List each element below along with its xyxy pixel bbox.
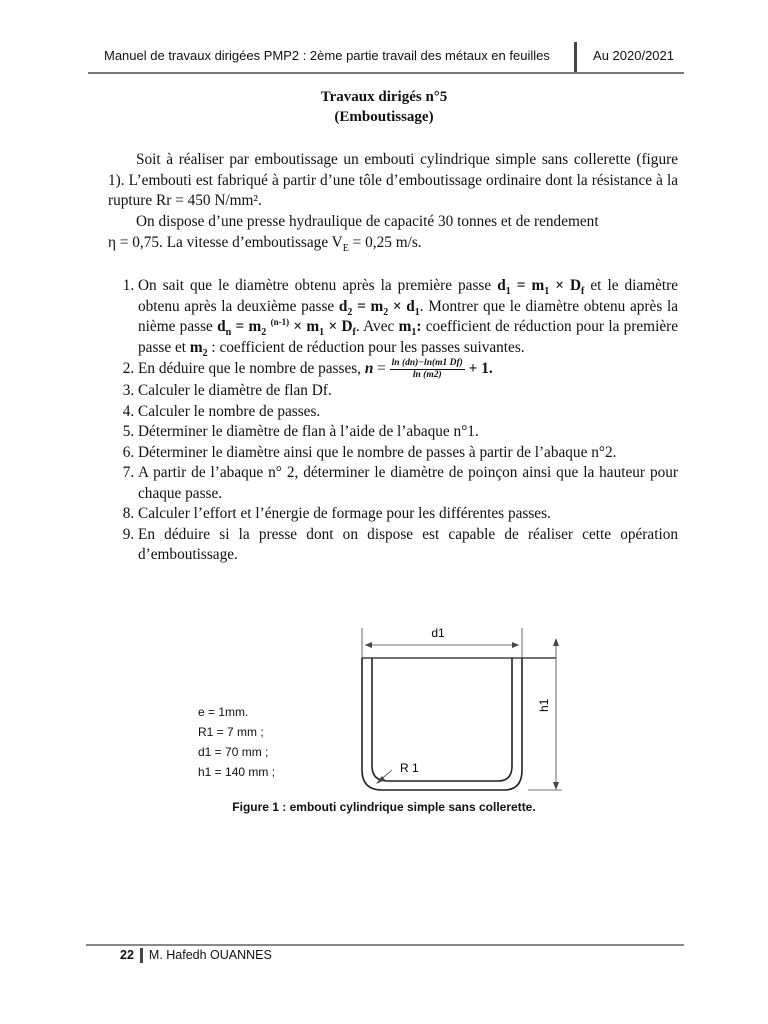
q1-text-f: : coefficient de réduction pour les passes suivantes. — [207, 338, 525, 356]
q1-text-e: coefficient de réduction pour la première passe et — [138, 318, 679, 356]
footer-rule — [86, 944, 684, 946]
question-7: 7. A partir de l’abaque n° 2, déterminer le diamètre de poinçon ainsi que la hauteur pour chaque passe. — [138, 463, 678, 504]
q1-text-a: On sait que le diamètre obtenu après la première passe — [138, 277, 498, 294]
page-subtitle: (Emboutissage) — [334, 109, 434, 125]
intro-press: On dispose d’une presse hydraulique de capacité 30 tonnes et de rendement — [136, 213, 599, 230]
q1-text-b: et le diamètre obtenu après la deuxième passe — [138, 277, 679, 315]
footer-author: M. Hafedh OUANNES — [148, 948, 272, 962]
figure-caption: Figure 1 : embouti cylindrique simple sans collerette. — [232, 800, 536, 814]
question-4: 4. Calculer le nombre de passes. — [138, 402, 678, 423]
term-m2: $m_2$ — [189, 338, 208, 359]
question-2: 2. En déduire que le nombre de passes, n = $\frac{\ln (dn)-\ln(m1 Df)}{\ln (m2)}$ + 1. — [138, 358, 678, 381]
question-5: 5. Déterminer le diamètre de flan à l’aide de l’abaque n°1. — [138, 422, 678, 443]
question-6: 6. Déterminer le diamètre ainsi que le nombre de passes à partir de l’abaque n°2. — [138, 443, 678, 464]
q2-text-a: En déduire que le nombre de passes, — [138, 360, 365, 378]
question-3: 3. Calculer le diamètre de flan Df. — [138, 381, 678, 402]
var-n: n — [364, 360, 374, 378]
label-h1: h1 — [537, 698, 551, 712]
formula-d2: $d_2 = m_2 \times d_1$ — [338, 297, 420, 318]
label-d1: d1 — [431, 626, 445, 640]
intro-speed-sub: E — [342, 243, 349, 255]
spec-radius: R1 = 7 mm ; — [198, 725, 264, 739]
label-r1: R 1 — [400, 761, 419, 775]
term-m1: $m_1$: — [398, 318, 422, 339]
header-title: Manuel de travaux dirigées PMP2 : 2ème partie travail des métaux en feuilles — [104, 48, 550, 63]
intro-paragraph-1: Soit à réaliser par emboutissage un embouti cylindrique simple sans collerette (figure 1). L’embouti est fabriqué à partir d’une tôle d’emboutissage ordinaire dont la résistance à la rupture Rr = 450 N/mm². — [108, 151, 678, 209]
q1-text-d: . Avec — [355, 318, 399, 335]
header-year: Au 2020/2021 — [593, 48, 674, 63]
formula-d1: $d_1 = m_1 \times D_f$ — [497, 277, 585, 298]
formula-dn: $d_n = m_2$ $^{(n-1)} \times m_1 \times D_f$ — [217, 316, 356, 339]
cup-profile — [362, 658, 522, 790]
question-9: 9. En déduire si la presse dont on dispose est capable de réaliser cette opération d’emboutissage. — [138, 525, 678, 566]
q2-text-b: + 1. — [464, 360, 493, 378]
q1-text-c: . Montrer que le diamètre obtenu après la nième passe — [138, 297, 678, 335]
intro-speed-end: = 0,25 m/s. — [348, 234, 422, 251]
spec-thickness: e = 1mm. — [198, 705, 249, 719]
footer-separator — [140, 948, 143, 963]
page-footer — [120, 948, 272, 963]
page-number: 22 — [120, 948, 134, 962]
spec-diameter: d1 = 70 mm ; — [198, 745, 269, 759]
question-8: 8. Calculer l’effort et l’énergie de formage pour les différentes passes. — [138, 504, 678, 525]
spec-height: h1 = 140 mm ; — [198, 765, 276, 779]
page-title: Travaux dirigés n°5 — [320, 89, 448, 105]
fraction-denominator: ln (m2) — [412, 370, 442, 380]
fraction-numerator: ln (dn)−ln(m1 Df) — [391, 358, 463, 368]
intro-speed: η = 0,75. La vitesse d’emboutissage V — [108, 234, 343, 251]
